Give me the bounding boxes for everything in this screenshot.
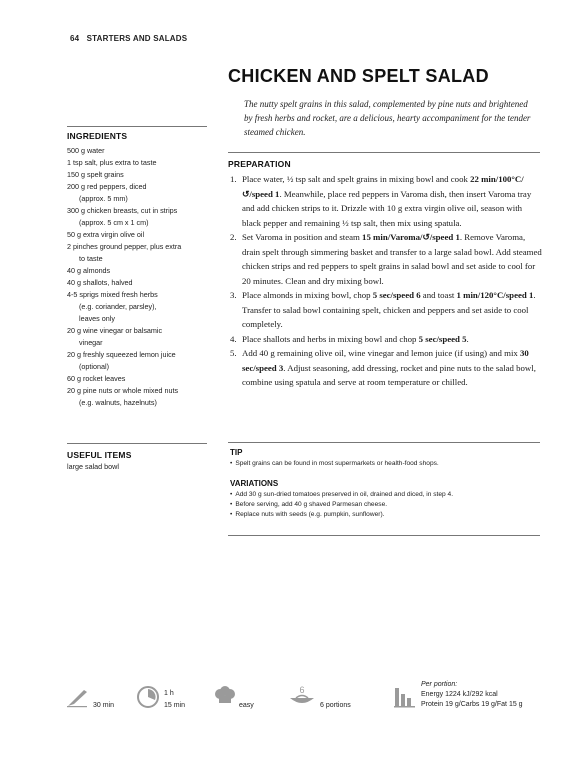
recipe-intro: The nutty spelt grains in this salad, complemented by pine nuts and brightened by fresh herbs and rocket, are a delicious, hearty accompaniment for the tender steamed chicken. (244, 99, 531, 137)
ingredient-line: 300 g chicken breasts, cut in strips (67, 206, 178, 215)
ingredient-line: (optional) (79, 362, 109, 371)
step-text: Set Varoma in position and steam (242, 232, 363, 242)
step-text: Place almonds in mixing bowl, chop (242, 290, 373, 300)
step-number: 3. (230, 290, 237, 300)
step-number: 4. (230, 333, 237, 344)
preparation-step (230, 288, 542, 332)
step-text: . Transfer to salad bowl containing spelt, chicken and peppers and set aside to cool completely. (242, 290, 536, 329)
useful-items-heading: USEFUL ITEMS (67, 450, 132, 460)
step-setting: 22 min/100°C/↺/speed 1 (242, 174, 524, 199)
per-portion-label: Per portion: (421, 681, 458, 688)
plate-icon-number: 6 (299, 685, 305, 695)
step-number: 5. (230, 348, 237, 358)
knife-icon (66, 686, 90, 708)
step-text: Place shallots and herbs in mixing bowl and chop (242, 333, 419, 344)
preparation-step (230, 230, 542, 288)
useful-items-rule (67, 443, 207, 444)
preparation-step (230, 172, 542, 230)
nutrition-info (421, 680, 523, 710)
step-text: . (466, 333, 469, 344)
step-text: . Adjust seasoning, add dressing, rocket and pine nuts to the salad bowl, combine using spatula and serve at room temperature or chilled. (242, 362, 536, 387)
tip-item: • Spelt grains can be found in most supermarkets or health-food shops. (230, 459, 542, 469)
ingredient-line: (e.g. walnuts, hazelnuts) (79, 398, 157, 407)
variations-list (230, 490, 542, 520)
ingredient-line: 20 g pine nuts or whole mixed nuts (67, 386, 179, 395)
recipe-title: CHICKEN AND SPELT SALAD (228, 66, 489, 86)
page-number: 64 (70, 34, 80, 43)
ingredient-line: 200 g red peppers, diced (67, 182, 147, 191)
ingredient-line: leaves only (79, 314, 115, 323)
preparation-step (230, 346, 542, 390)
preparation-steps (230, 172, 542, 390)
preparation-rule (228, 152, 540, 153)
step-setting: 15 min/Varoma/↺/speed 1 (362, 232, 460, 242)
preparation-step (230, 332, 542, 347)
ingredient-line: to taste (79, 254, 103, 263)
ingredients-rule (67, 126, 207, 127)
step-text: Add 40 g remaining olive oil, wine vinegar and lemon juice (if using) and mix (242, 348, 521, 358)
total-time-hours: 1 h (164, 690, 174, 697)
ingredient-line: vinegar (79, 338, 103, 347)
ingredient-line: 20 g freshly squeezed lemon juice (67, 350, 176, 359)
ingredient-line: 60 g rocket leaves (67, 374, 126, 383)
portions: 6 portions (320, 702, 351, 709)
ingredient-line: 40 g shallots, halved (67, 278, 133, 287)
ingredient-line: 2 pinches ground pepper, plus extra (67, 242, 182, 251)
ingredient-line: (e.g. coriander, parsley), (79, 302, 157, 311)
total-time-minutes: 15 min (164, 702, 186, 709)
ingredient-line: 50 g extra virgin olive oil (67, 230, 145, 239)
bar-chart-icon (394, 686, 416, 708)
useful-items-text: large salad bowl (67, 462, 119, 471)
step-setting: 30 sec/speed 3 (242, 348, 529, 373)
nutrients-value: Protein 19 g/Carbs 19 g/Fat 15 g (421, 701, 523, 708)
tip-list (230, 459, 542, 469)
ingredient-line: 4-5 sprigs mixed fresh herbs (67, 290, 158, 299)
energy-value: Energy 1224 kJ/292 kcal (421, 691, 498, 698)
variation-item: • Before serving, add 40 g shaved Parmesan cheese. (230, 500, 542, 510)
step-text: . Remove Varoma, drain spelt through simmering basket and transfer to a large salad bowl. Add steamed chicken strips and red peppers to spelt grains in salad bowl and set aside to cool for 20 minutes. Clean and dry mixing bowl. (242, 232, 542, 286)
variations-heading: VARIATIONS (230, 479, 279, 488)
step-setting: 5 sec/speed 5 (418, 333, 467, 344)
difficulty: easy (239, 702, 254, 709)
ingredients-list (67, 145, 217, 409)
variation-item: • Replace nuts with seeds (e.g. pumpkin, sunflower). (230, 510, 542, 520)
step-number: 2. (230, 232, 237, 242)
ingredient-line: (approx. 5 mm) (79, 194, 128, 203)
preparation-heading: PREPARATION (228, 159, 291, 169)
step-setting: 1 min/120°C/speed 1 (456, 290, 534, 300)
section-title: STARTERS AND SALADS (86, 34, 188, 43)
step-number: 1. (230, 174, 237, 184)
variation-item: • Add 30 g sun-dried tomatoes preserved in oil, drained and diced, in step 4. (230, 490, 542, 500)
ingredients-heading: INGREDIENTS (67, 131, 128, 141)
ingredient-line: 150 g spelt grains (67, 170, 124, 179)
ingredient-line: 1 tsp salt, plus extra to taste (67, 158, 157, 167)
step-text: . Meanwhile, place red peppers in Varoma dish, then insert Varoma tray and add chicken strips to it. Drizzle with 10 g extra virgin olive oil, season with black pepper and remaining ½ tsp salt, then mix using spatula. (242, 188, 532, 228)
step-text: and toast (420, 290, 457, 300)
page-header (70, 34, 187, 43)
step-setting: 5 sec/speed 6 (372, 290, 421, 300)
timer-icon (136, 685, 160, 709)
chef-hat-icon (214, 686, 236, 706)
step-text: Place water, ½ tsp salt and spelt grains in mixing bowl and cook (242, 174, 471, 184)
ingredient-line: 500 g water (67, 146, 105, 155)
prep-time: 30 min (93, 702, 115, 709)
plate-icon (288, 684, 316, 708)
tip-rule (228, 442, 540, 443)
variations-rule (228, 535, 540, 536)
ingredient-line: 40 g almonds (67, 266, 111, 275)
ingredient-line: 20 g wine vinegar or balsamic (67, 326, 163, 335)
tip-heading: TIP (230, 448, 243, 457)
ingredient-line: (approx. 5 cm x 1 cm) (79, 218, 149, 227)
